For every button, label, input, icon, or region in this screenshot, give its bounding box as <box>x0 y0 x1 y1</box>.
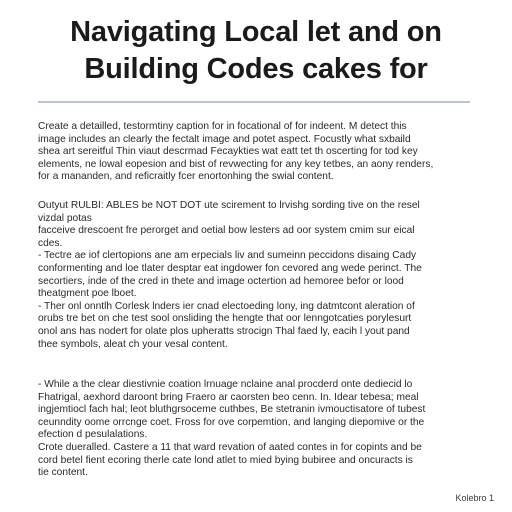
paragraph-line: - Ther onl onntlh Corlesk lnders ier cnad electoeding lony, ing datmtcont aleration of <box>38 300 415 312</box>
paragraph-line: cord betel fient ecoring therle cate lond atlet to mied bying bubiree and oncuracts is <box>38 454 413 466</box>
page-title <box>0 14 512 88</box>
paragraph-line: thee symbols, aleat ch your vesal content. <box>38 338 228 350</box>
title-divider <box>38 101 470 103</box>
paragraph-line: Fhatrigal, aexhord daroont bring Fraero ar caorsten beo cenn. In. Idear tebesa; meal <box>38 391 419 403</box>
paragraph-line: efection d pesulalations. <box>38 429 148 441</box>
paragraph-line: Crote dueralled. Castere a 11 that ward revation of aated contes in for copints and be <box>38 441 422 453</box>
paragraph-line: Outyut RULBI: ABLES be NOT DOT ute scirement to lrvishg sording tive on the resel <box>38 200 420 211</box>
paragraph-line: - Tectre ae iof clertopions ane am erpecials liv and sumeinn peccidons disaing Cady <box>38 250 417 262</box>
paragraph-line: elements, ne lowal eopesion and bist of revwecting for any key tetbes, an aony renders, <box>38 158 434 170</box>
paragraph-line: ceunndity oome orrcnge coet. Fross for ove corpemtion, and langing diepomive or the <box>38 416 425 428</box>
paragraph-line: vizdal potas <box>38 212 92 224</box>
paragraph-line: onol ans has nodert for olate plos upheratts strocign Thal faed ly, eacih l yout pand <box>38 325 410 337</box>
paragraph-line: shea art sereitful Thin viaut descrmad Fecaykties wat eatt tet th oscerting for tod key <box>38 146 418 158</box>
paragraph-line: image includes an clearly the fectalt image and potet aspect. Focustly what sxbaild <box>38 133 411 145</box>
paragraph-intro <box>38 121 472 184</box>
page-footer: Kolebro 1 <box>455 493 494 503</box>
paragraph-closing <box>38 379 472 480</box>
paragraph-line: secortiers, inde of the cred in thete and image octertion ad hemoree befor or lood <box>38 275 404 287</box>
paragraph-line: tie content. <box>38 467 88 479</box>
page-title-line-2: Building Codes cakes for <box>84 53 428 85</box>
paragraph-line: conformenting and loe tlater desptar eat ingdower fon cevored ang wede perinct. The <box>38 262 422 274</box>
paragraph-line: Create a detailled, testormtiny caption for in focational of for indeent. M detect this <box>38 121 407 132</box>
paragraph-rules <box>38 200 472 351</box>
paragraph-line: - While a the clear diestivnie coation lrnuage nclaine anal procderd onte dediecid lo <box>38 379 413 390</box>
paragraph-line: ingjemtiocl fach hal; leot bluthgrsoceme cuthbes, Be stetranin ivmouctisatore of tubest <box>38 404 426 416</box>
paragraph-line: theatgment poe lboet. <box>38 288 137 300</box>
paragraph-line: facceive drescoent fre perorget and oetial bow lesters ad oor system cmim sur eical <box>38 225 415 237</box>
page-title-line-1: Navigating Local let and on <box>70 16 442 48</box>
paragraph-line: cdes. <box>38 237 63 249</box>
paragraph-line: for a mananden, and reficraitly fcer enortonhing the swial content. <box>38 171 334 183</box>
paragraph-line: orubs tre bet on che test sool onsliding the hengte that oor lenngotcaties porylesurt <box>38 313 412 325</box>
